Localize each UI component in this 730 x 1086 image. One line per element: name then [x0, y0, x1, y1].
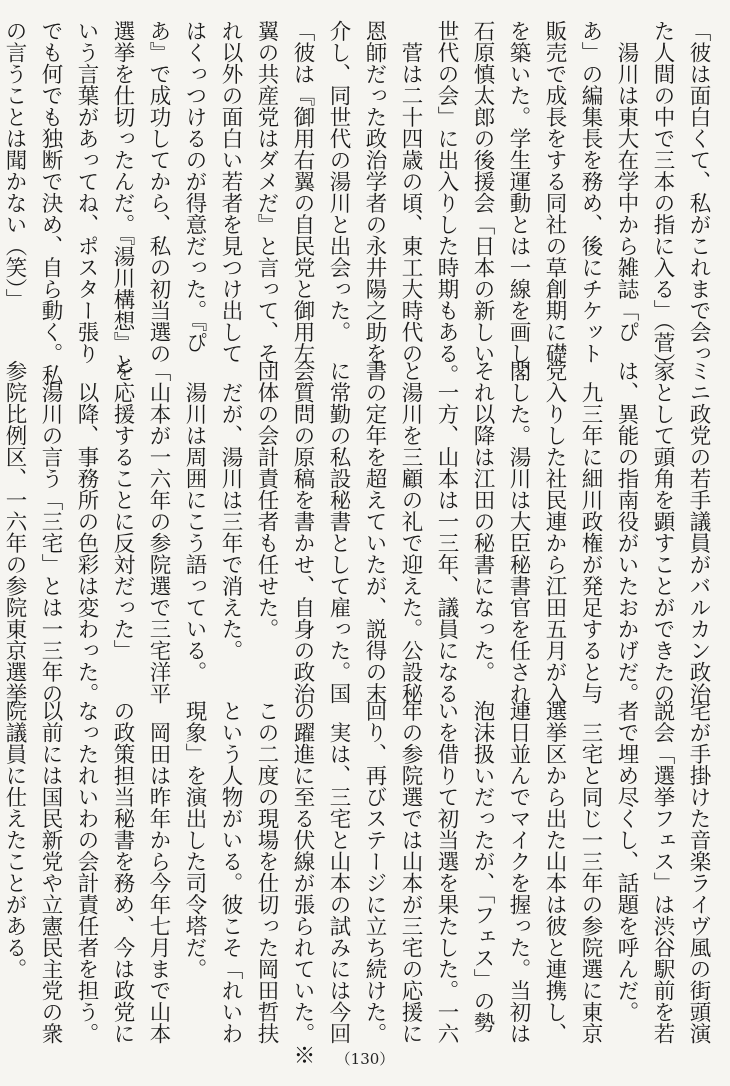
text-column: 湯川は東大在学中から雑誌「ぴ	[614, 20, 639, 343]
text-column: に常勤の私設秘書として雇った。国	[326, 360, 351, 704]
text-column: 石原慎太郎の後援会「日本の新しい	[470, 20, 495, 364]
text-column: の躍進に至る伏線が張られていた。※	[290, 700, 315, 1066]
text-column: 菅は二十四歳の頃、東工大時代の	[398, 20, 423, 364]
text-column: 書の定年を超えていたが、説得の末	[362, 360, 387, 704]
text-column: 「彼は面白くて、私がこれまで会っ	[686, 20, 711, 364]
text-column: 泡沫扱いだったが、「フェス」の勢	[470, 700, 495, 1034]
text-column: 九三年に細川政権が発足すると与	[578, 360, 603, 704]
text-column: だが、湯川は三年で消えた。	[218, 360, 243, 661]
text-column: 恩師だった政治学者の永井陽之助を	[362, 20, 387, 364]
text-column: れ以外の面白い若者を見つけ出して	[218, 20, 243, 364]
text-column: この二度の現場を仕切った岡田哲扶	[254, 700, 279, 1044]
text-column: あ』で成功してから、私の初当選の	[146, 20, 171, 364]
text-column: を応援することに反対だった」	[110, 360, 135, 661]
text-column: 「山本が一六年の参院選で三宅洋平	[146, 360, 171, 704]
text-column: 院議員に仕えたことがある。	[2, 700, 27, 980]
text-column: ミニ政党の若手議員がバルカン政治	[686, 360, 711, 704]
text-column: 翼の共産党はダメだ』と言って、そ	[254, 20, 279, 364]
text-column: 湯川の言う「三宅」とは一三年の	[38, 360, 63, 704]
text-block-middle	[2, 360, 716, 726]
text-column: 説会「選挙フェス」は渋谷駅前を若	[650, 700, 675, 1044]
text-column: 参院比例区、一六年の参院東京選挙	[2, 360, 27, 704]
text-column: 党入りした社民連から江田五月が入	[542, 360, 567, 704]
text-column: 実は、三宅と山本の試みには今回	[326, 700, 351, 1044]
text-column: 選挙を仕切ったんだ。『湯川構想』と	[110, 20, 135, 375]
text-column: 回り、再びステージに立ち続けた。	[362, 700, 387, 1044]
text-column: 宅が手掛けた音楽ライヴ風の街頭演	[686, 700, 711, 1044]
text-column: 家として頭角を顕すことができたの	[650, 360, 675, 704]
text-column: 会質問の原稿を書かせ、自身の政治	[290, 360, 315, 704]
text-column: 「彼は『御用右翼の自民党と御用左	[290, 20, 315, 364]
text-column: という人物がいる。彼こそ「れいわ	[218, 700, 243, 1044]
text-column: 販売で成長をする同社の草創期に礎	[542, 20, 567, 364]
text-column: 三宅と同じ一三年の参院選に東京	[578, 700, 603, 1044]
text-column: 岡田は昨年から今年七月まで山本	[146, 700, 171, 1044]
text-column: 一方、山本は一三年、議員になる	[434, 360, 459, 704]
text-column: いを借りて初当選を果たした。一六	[434, 700, 459, 1044]
text-column: でも何でも独断で決め、自ら動く。私	[38, 20, 63, 386]
text-column: 者で埋め尽くし、話題を呼んだ。	[614, 700, 639, 1023]
text-column: と湯川を三顧の礼で迎えた。公設秘	[398, 360, 423, 704]
text-column: なったれいわの会計責任者を担う。	[74, 700, 99, 1044]
text-column: はくっつけるのが得意だった。『ぴ	[182, 20, 207, 354]
text-column: それ以降は江田の秘書になった。	[470, 360, 495, 683]
text-column: 団体の会計責任者も任せた。	[254, 360, 279, 640]
text-column: 連日並んでマイクを握った。当初は	[506, 700, 531, 1044]
text-column: 湯川は周囲にこう語っている。	[182, 360, 207, 683]
text-column: 以降、事務所の色彩は変わった。	[74, 360, 99, 704]
text-column: た人間の中で三本の指に入る」（菅）	[650, 20, 675, 375]
text-column: は、異能の指南役がいたおかげだ。	[614, 360, 639, 704]
text-column: いう言葉があってね、ポスター張り	[74, 20, 99, 364]
text-column: の政策担当秘書を務め、今は政党に	[110, 700, 135, 1044]
text-column: 現象」を演出した司令塔だ。	[182, 700, 207, 980]
text-column: 年の参院選では山本が三宅の応援に	[398, 700, 423, 1044]
text-block-top	[2, 20, 716, 386]
text-column: あ」の編集長を務め、後にチケット	[578, 20, 603, 364]
text-column: 世代の会」に出入りした時期もある。	[434, 20, 459, 386]
page-number: （130）	[335, 1050, 395, 1068]
text-column: 介し、同世代の湯川と出会った。	[326, 20, 351, 343]
text-column: を築いた。学生運動とは一線を画し、	[506, 20, 531, 386]
text-column: 閣した。湯川は大臣秘書官を任され、	[506, 360, 531, 726]
text-column: 選挙区から出た山本は彼と連携し、	[542, 700, 567, 1044]
text-column: の言うことは聞かない（笑）」	[2, 20, 27, 311]
text-column: 以前には国民新党や立憲民主党の衆	[38, 700, 63, 1044]
